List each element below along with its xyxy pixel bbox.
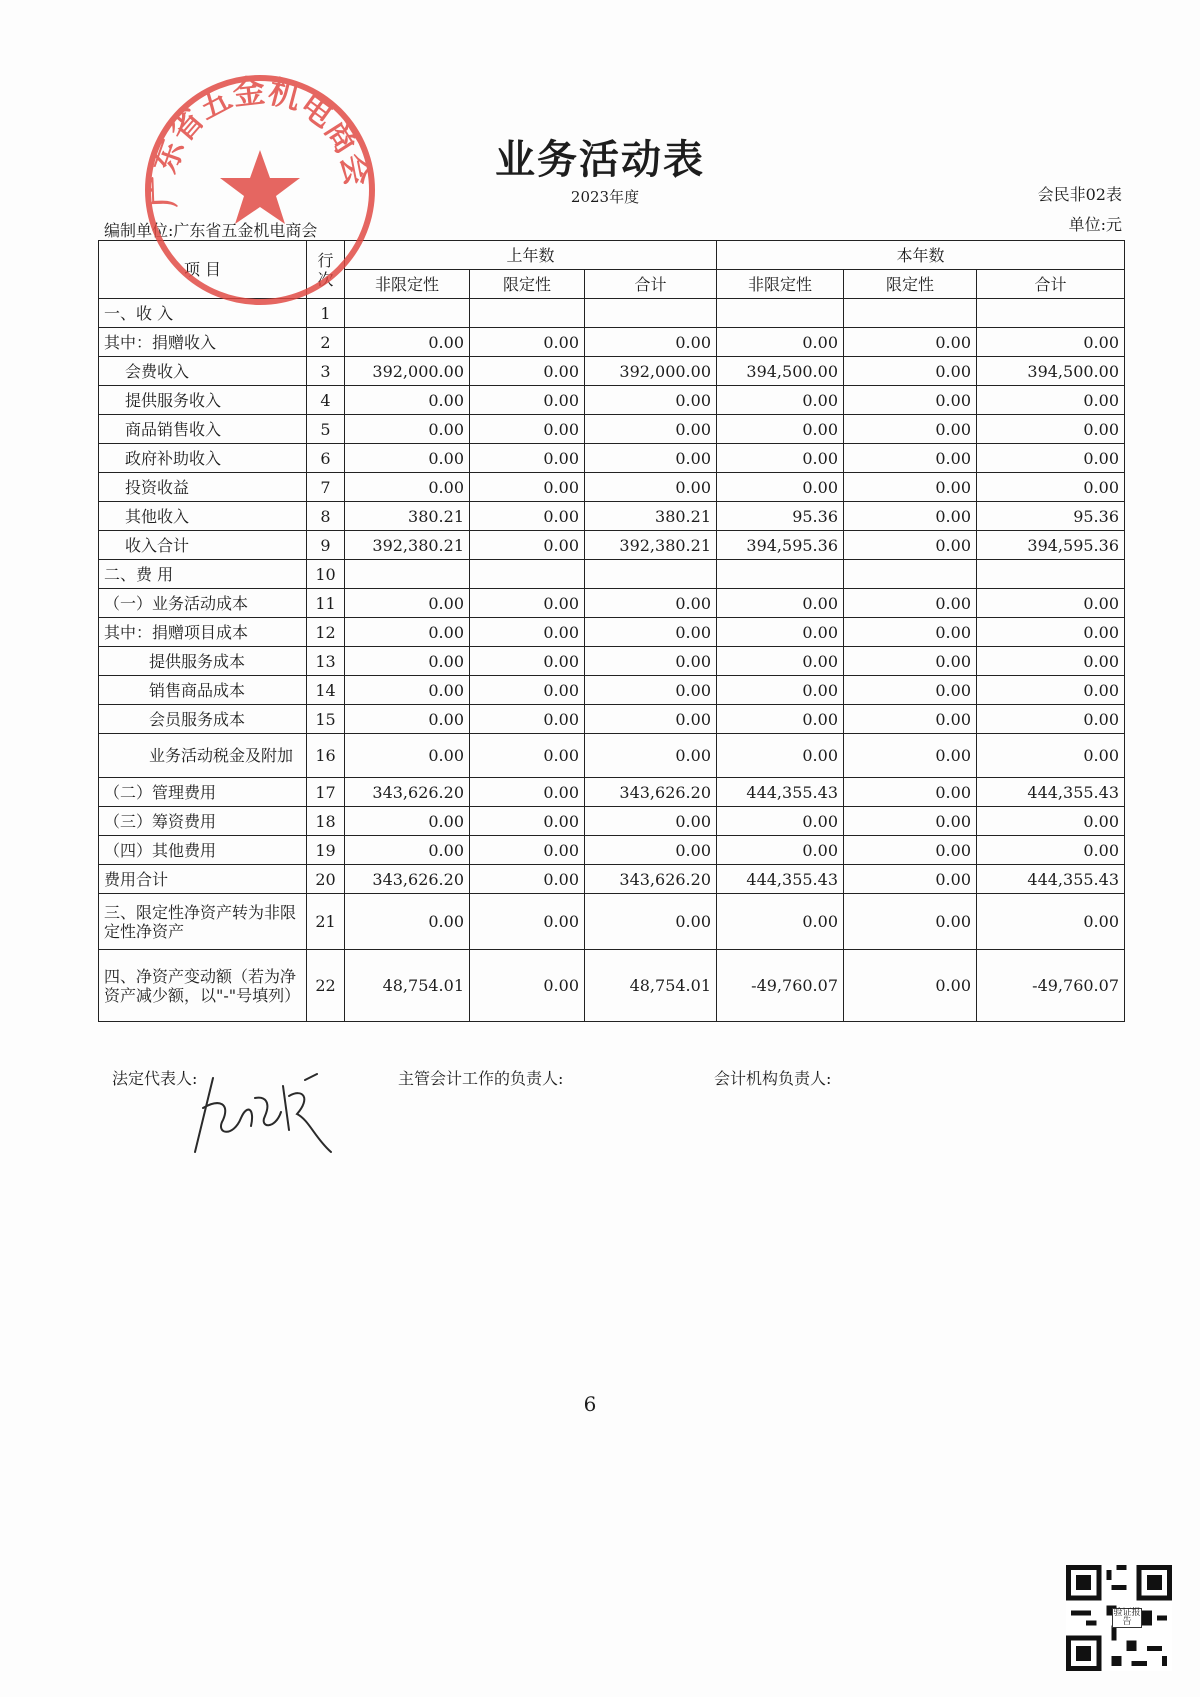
cell-c-u: 0.00: [717, 415, 844, 444]
cell-p-t: 343,626.20: [585, 865, 717, 894]
cell-c-u: 95.36: [717, 502, 844, 531]
cell-p-r: [470, 299, 585, 328]
cell-c-t: 0.00: [977, 618, 1125, 647]
row-item-label: （二）管理费用: [99, 778, 307, 807]
cell-p-r: 0.00: [470, 386, 585, 415]
row-line-number: 14: [307, 676, 345, 705]
row-item-label: 其中：捐赠项目成本: [99, 618, 307, 647]
cell-p-u: 0.00: [345, 705, 470, 734]
cell-c-u: 0.00: [717, 647, 844, 676]
cell-p-u: 0.00: [345, 386, 470, 415]
cell-p-t: [585, 560, 717, 589]
cell-c-u: 0.00: [717, 734, 844, 778]
cell-c-u: 394,595.36: [717, 531, 844, 560]
cell-c-t: 0.00: [977, 386, 1125, 415]
row-item-label: （一）业务活动成本: [99, 589, 307, 618]
cell-p-t: 0.00: [585, 836, 717, 865]
cell-c-r: 0.00: [844, 618, 977, 647]
cell-c-r: 0.00: [844, 502, 977, 531]
cell-c-r: 0.00: [844, 705, 977, 734]
row-line-number: 9: [307, 531, 345, 560]
cell-p-t: 0.00: [585, 734, 717, 778]
organization-seal: [140, 70, 380, 310]
cell-p-u: 392,000.00: [345, 357, 470, 386]
accounting-dept-head-label: 会计机构负责人:: [714, 1069, 832, 1088]
cell-p-t: 0.00: [585, 676, 717, 705]
cell-c-u: [717, 299, 844, 328]
header-prev-year: 上年数: [345, 241, 717, 270]
table-row: [99, 647, 1125, 676]
cell-c-u: 0.00: [717, 386, 844, 415]
header-line: 行次: [307, 241, 345, 299]
header-prev-unrestricted: 非限定性: [345, 270, 470, 299]
row-item-label: 商品销售收入: [99, 415, 307, 444]
form-code: 会民非02表: [1037, 185, 1122, 204]
cell-p-t: 392,000.00: [585, 357, 717, 386]
cell-c-t: 0.00: [977, 836, 1125, 865]
accounting-head-label: 主管会计工作的负责人:: [398, 1069, 564, 1088]
row-item-label: 销售商品成本: [99, 676, 307, 705]
table-row: [99, 589, 1125, 618]
cell-p-r: 0.00: [470, 328, 585, 357]
cell-p-r: 0.00: [470, 807, 585, 836]
cell-c-u: 444,355.43: [717, 865, 844, 894]
cell-p-u: 343,626.20: [345, 865, 470, 894]
row-item-label: 政府补助收入: [99, 444, 307, 473]
activity-statement-table: [98, 240, 1125, 1022]
cell-p-u: 0.00: [345, 328, 470, 357]
cell-p-u: 48,754.01: [345, 950, 470, 1022]
cell-p-r: 0.00: [470, 676, 585, 705]
header-prev-restricted: 限定性: [470, 270, 585, 299]
cell-c-r: 0.00: [844, 386, 977, 415]
cell-c-t: 0.00: [977, 807, 1125, 836]
cell-p-u: 0.00: [345, 894, 470, 950]
cell-c-t: [977, 299, 1125, 328]
row-line-number: 3: [307, 357, 345, 386]
cell-c-u: 444,355.43: [717, 778, 844, 807]
cell-p-r: 0.00: [470, 705, 585, 734]
cell-c-r: 0.00: [844, 836, 977, 865]
cell-p-r: 0.00: [470, 618, 585, 647]
document-title: 业务活动表: [495, 137, 705, 183]
cell-c-r: 0.00: [844, 807, 977, 836]
cell-c-t: [977, 560, 1125, 589]
row-line-number: 2: [307, 328, 345, 357]
cell-c-r: [844, 560, 977, 589]
cell-c-u: 0.00: [717, 676, 844, 705]
handwritten-signature: [185, 1068, 335, 1156]
cell-c-r: 0.00: [844, 676, 977, 705]
cell-c-u: 0.00: [717, 618, 844, 647]
cell-c-r: 0.00: [844, 647, 977, 676]
cell-p-t: 0.00: [585, 328, 717, 357]
report-period: 2023年度: [570, 188, 640, 206]
cell-p-u: 0.00: [345, 807, 470, 836]
row-line-number: 21: [307, 894, 345, 950]
row-line-number: 11: [307, 589, 345, 618]
cell-c-t: 0.00: [977, 734, 1125, 778]
currency-unit: 单位:元: [1068, 215, 1122, 234]
row-item-label: 其中：捐赠收入: [99, 328, 307, 357]
row-line-number: 22: [307, 950, 345, 1022]
cell-c-u: 0.00: [717, 894, 844, 950]
row-line-number: 17: [307, 778, 345, 807]
cell-c-u: 0.00: [717, 807, 844, 836]
cell-p-t: 0.00: [585, 589, 717, 618]
cell-p-t: 0.00: [585, 473, 717, 502]
cell-p-u: 0.00: [345, 589, 470, 618]
cell-p-r: 0.00: [470, 531, 585, 560]
cell-p-u: 0.00: [345, 676, 470, 705]
cell-p-t: 0.00: [585, 415, 717, 444]
cell-c-t: 444,355.43: [977, 865, 1125, 894]
cell-p-r: 0.00: [470, 734, 585, 778]
row-item-label: 其他收入: [99, 502, 307, 531]
cell-p-r: [470, 560, 585, 589]
row-line-number: 7: [307, 473, 345, 502]
cell-p-r: 0.00: [470, 778, 585, 807]
table-row: [99, 676, 1125, 705]
table-row: [99, 328, 1125, 357]
cell-c-t: 95.36: [977, 502, 1125, 531]
reporting-organization: 编制单位:广东省五金机电商会: [104, 221, 318, 240]
table-row: [99, 415, 1125, 444]
header-item: 项 目: [99, 241, 307, 299]
cell-p-t: 48,754.01: [585, 950, 717, 1022]
seal-text: 广东省五金机电商会: [143, 71, 377, 209]
cell-p-u: 0.00: [345, 415, 470, 444]
cell-c-r: 0.00: [844, 357, 977, 386]
row-item-label: 会费收入: [99, 357, 307, 386]
row-line-number: 6: [307, 444, 345, 473]
table-body: [99, 299, 1125, 1022]
cell-c-u: 0.00: [717, 444, 844, 473]
cell-c-t: 444,355.43: [977, 778, 1125, 807]
cell-c-r: 0.00: [844, 894, 977, 950]
row-item-label: 业务活动税金及附加: [99, 734, 307, 778]
cell-c-t: 0.00: [977, 328, 1125, 357]
cell-p-r: 0.00: [470, 836, 585, 865]
cell-c-r: 0.00: [844, 778, 977, 807]
cell-p-t: [585, 299, 717, 328]
cell-c-u: 0.00: [717, 328, 844, 357]
header-curr-year: 本年数: [717, 241, 1125, 270]
row-line-number: 1: [307, 299, 345, 328]
cell-c-t: 0.00: [977, 676, 1125, 705]
cell-p-u: 380.21: [345, 502, 470, 531]
cell-p-u: 343,626.20: [345, 778, 470, 807]
table-row: [99, 836, 1125, 865]
table-row: [99, 444, 1125, 473]
cell-c-r: 0.00: [844, 473, 977, 502]
row-line-number: 5: [307, 415, 345, 444]
row-line-number: 16: [307, 734, 345, 778]
cell-p-t: 380.21: [585, 502, 717, 531]
table-row: [99, 618, 1125, 647]
cell-c-r: [844, 299, 977, 328]
table-row: [99, 865, 1125, 894]
cell-c-t: 0.00: [977, 589, 1125, 618]
row-item-label: 三、限定性净资产转为非限定性净资产: [99, 894, 307, 950]
cell-c-u: 394,500.00: [717, 357, 844, 386]
cell-c-u: 0.00: [717, 473, 844, 502]
row-line-number: 18: [307, 807, 345, 836]
cell-p-r: 0.00: [470, 950, 585, 1022]
table-row: [99, 950, 1125, 1022]
row-item-label: 费用合计: [99, 865, 307, 894]
cell-c-t: 0.00: [977, 444, 1125, 473]
cell-c-t: 0.00: [977, 473, 1125, 502]
row-item-label: 四、净资产变动额（若为净资产减少额，以"-"号填列）: [99, 950, 307, 1022]
row-item-label: 提供服务收入: [99, 386, 307, 415]
table-row: [99, 473, 1125, 502]
cell-c-u: -49,760.07: [717, 950, 844, 1022]
cell-c-t: 394,595.36: [977, 531, 1125, 560]
cell-c-u: [717, 560, 844, 589]
row-line-number: 19: [307, 836, 345, 865]
cell-c-t: 0.00: [977, 894, 1125, 950]
cell-p-u: 0.00: [345, 647, 470, 676]
table-row: [99, 502, 1125, 531]
cell-p-u: [345, 560, 470, 589]
cell-c-r: 0.00: [844, 950, 977, 1022]
cell-p-r: 0.00: [470, 894, 585, 950]
table-row: [99, 894, 1125, 950]
table-row: [99, 357, 1125, 386]
cell-c-t: -49,760.07: [977, 950, 1125, 1022]
cell-c-u: 0.00: [717, 705, 844, 734]
cell-p-t: 0.00: [585, 807, 717, 836]
cell-c-r: 0.00: [844, 531, 977, 560]
cell-p-u: 0.00: [345, 836, 470, 865]
cell-p-u: 0.00: [345, 734, 470, 778]
header-curr-total: 合计: [977, 270, 1125, 299]
cell-p-r: 0.00: [470, 865, 585, 894]
cell-p-r: 0.00: [470, 357, 585, 386]
cell-c-r: 0.00: [844, 865, 977, 894]
cell-c-r: 0.00: [844, 444, 977, 473]
cell-c-t: 0.00: [977, 705, 1125, 734]
header-curr-restricted: 限定性: [844, 270, 977, 299]
cell-p-u: 0.00: [345, 444, 470, 473]
cell-c-u: 0.00: [717, 836, 844, 865]
cell-p-r: 0.00: [470, 502, 585, 531]
row-item-label: 提供服务成本: [99, 647, 307, 676]
cell-p-t: 343,626.20: [585, 778, 717, 807]
cell-p-u: 0.00: [345, 473, 470, 502]
cell-c-r: 0.00: [844, 589, 977, 618]
cell-p-r: 0.00: [470, 473, 585, 502]
row-line-number: 15: [307, 705, 345, 734]
row-item-label: 投资收益: [99, 473, 307, 502]
cell-c-t: 394,500.00: [977, 357, 1125, 386]
row-item-label: （四）其他费用: [99, 836, 307, 865]
cell-p-r: 0.00: [470, 647, 585, 676]
cell-p-r: 0.00: [470, 589, 585, 618]
cell-p-t: 392,380.21: [585, 531, 717, 560]
table-row: [99, 778, 1125, 807]
qr-verification-label: 验证报告: [1113, 1608, 1141, 1627]
row-line-number: 4: [307, 386, 345, 415]
table-row: [99, 531, 1125, 560]
cell-c-u: 0.00: [717, 589, 844, 618]
row-line-number: 12: [307, 618, 345, 647]
table-row: [99, 734, 1125, 778]
cell-p-r: 0.00: [470, 415, 585, 444]
cell-p-t: 0.00: [585, 386, 717, 415]
row-item-label: 会员服务成本: [99, 705, 307, 734]
row-item-label: 一、收 入: [99, 299, 307, 328]
cell-c-r: 0.00: [844, 415, 977, 444]
page-number: 6: [583, 1392, 597, 1416]
cell-c-t: 0.00: [977, 647, 1125, 676]
cell-p-t: 0.00: [585, 705, 717, 734]
cell-c-r: 0.00: [844, 328, 977, 357]
legal-representative-label: 法定代表人:: [112, 1069, 198, 1088]
table-row: [99, 386, 1125, 415]
cell-p-t: 0.00: [585, 444, 717, 473]
cell-p-t: 0.00: [585, 647, 717, 676]
row-line-number: 8: [307, 502, 345, 531]
cell-p-u: 392,380.21: [345, 531, 470, 560]
row-line-number: 13: [307, 647, 345, 676]
header-curr-unrestricted: 非限定性: [717, 270, 844, 299]
row-line-number: 20: [307, 865, 345, 894]
header-prev-total: 合计: [585, 270, 717, 299]
row-item-label: 收入合计: [99, 531, 307, 560]
cell-c-t: 0.00: [977, 415, 1125, 444]
table-row: [99, 807, 1125, 836]
cell-p-u: 0.00: [345, 618, 470, 647]
table-row: [99, 560, 1125, 589]
cell-c-r: 0.00: [844, 734, 977, 778]
cell-p-t: 0.00: [585, 618, 717, 647]
cell-p-r: 0.00: [470, 444, 585, 473]
row-item-label: （三）筹资费用: [99, 807, 307, 836]
row-line-number: 10: [307, 560, 345, 589]
cell-p-t: 0.00: [585, 894, 717, 950]
row-item-label: 二、费 用: [99, 560, 307, 589]
table-row: [99, 705, 1125, 734]
